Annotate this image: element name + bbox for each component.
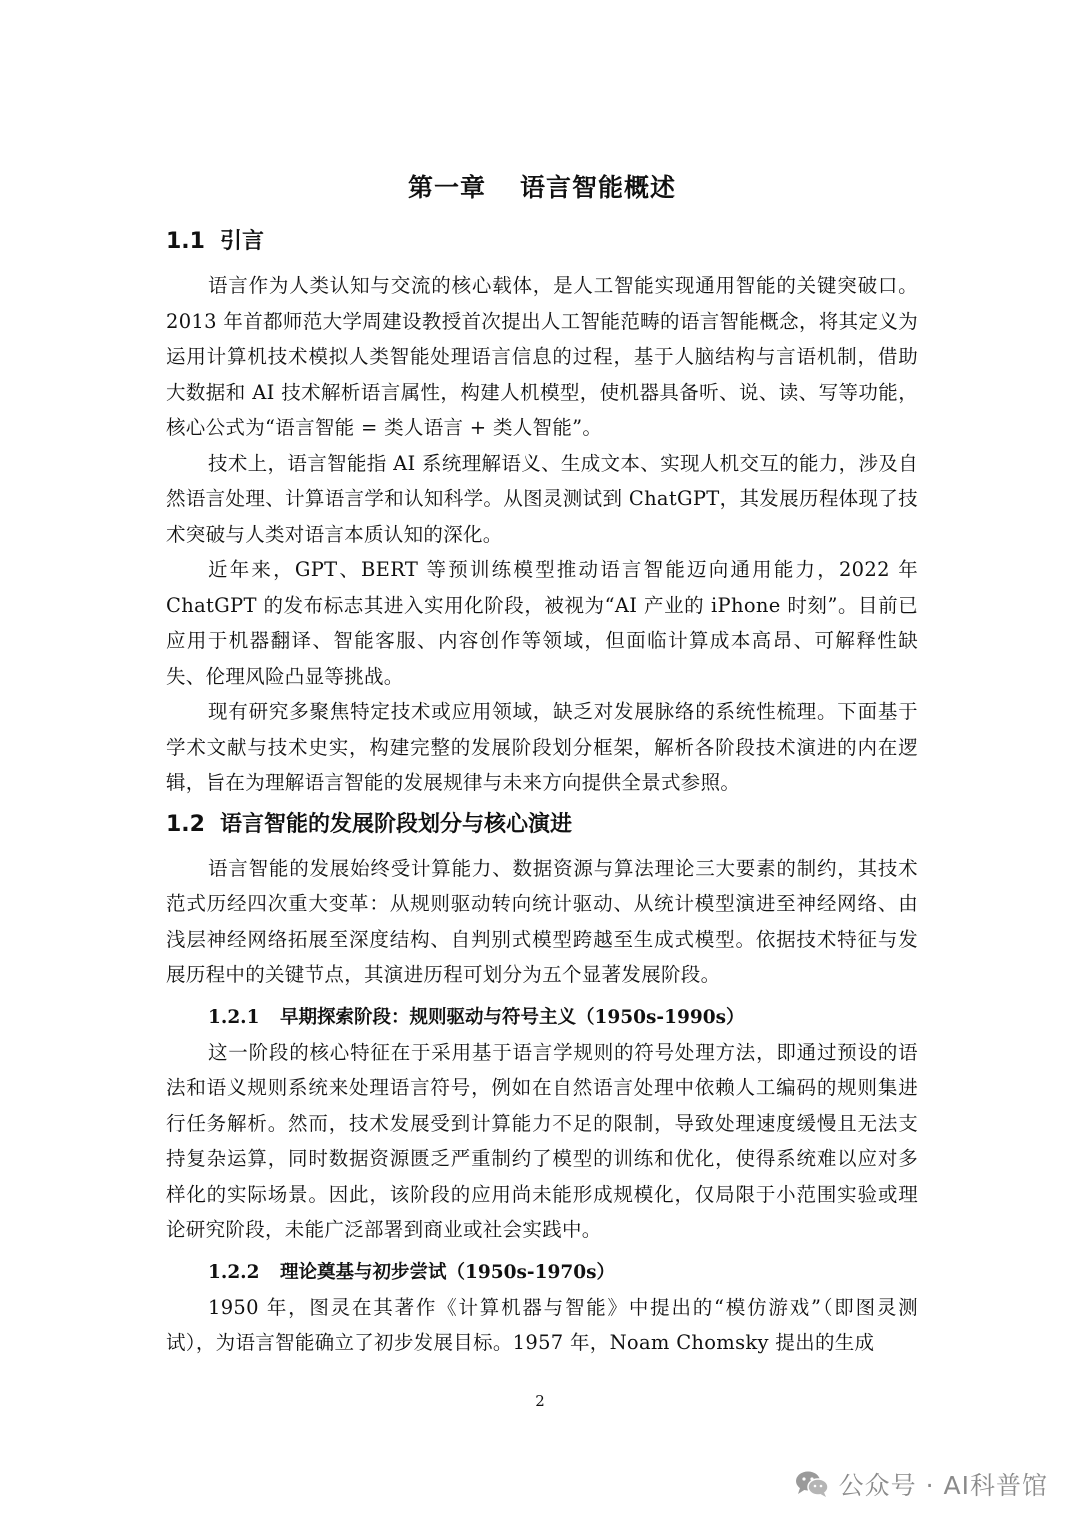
- paragraph: 语言作为人类认知与交流的核心载体，是人工智能实现通用智能的关键突破口。2013 年首都师范大学周建设教授首次提出人工智能范畴的语言智能概念，将其定义为运用计算机技术模拟人类智能处理语言信息的过程，基于人脑结构与言语机制，借助大数据和 AI 技术解析语言属性，构建人机模型，使机器具备听、说、读、写等功能，核心公式为“语言智能 = 类人语言 + 类人智能”。: [166, 274, 918, 439]
- subsection-name: 早期探索阶段：规则驱动与符号主义（1950s-1990s）: [280, 1006, 745, 1028]
- paragraph: 这一阶段的核心特征在于采用基于语言学规则的符号处理方法，即通过预设的语法和语义规则系统来处理语言符号，例如在自然语言处理中依赖人工编码的规则集进行任务解析。然而，技术发展受到计算能力不足的限制，导致处理速度缓慢且无法支持复杂运算，同时数据资源匮乏严重制约了模型的训练和优化，使得系统难以应对多样化的实际场景。因此，该阶段的应用尚未能形成规模化，仅局限于小范围实验或理论研究阶段，未能广泛部署到商业或社会实践中。: [166, 1040, 918, 1241]
- subsection-number: 1.2.1: [208, 1006, 260, 1028]
- chapter-name: 语言智能概述: [520, 173, 677, 202]
- subsection-number: 1.2.2: [208, 1261, 260, 1283]
- chapter-number: 第一章: [407, 173, 486, 202]
- section-title-1-1: [166, 222, 918, 262]
- page-content: [166, 168, 918, 1361]
- subsection-title-1-2-2: [166, 1256, 918, 1290]
- chapter-title: [166, 168, 918, 208]
- subsection-title-1-2-1: [166, 1001, 918, 1035]
- section-title-1-2: [166, 805, 918, 845]
- watermark: [795, 1464, 1048, 1504]
- wechat-icon: [795, 1470, 829, 1498]
- paragraph: 近年来，GPT、BERT 等预训练模型推动语言智能迈向通用能力，2022 年 ChatGPT 的发布标志其进入实用化阶段，被视为“AI 产业的 iPhone 时刻”。目前已应用于机器翻译、智能客服、内容创作等领域，但面临计算成本高昂、可解释性缺失、伦理风险凸显等挑战。: [166, 558, 918, 688]
- paragraph: 语言智能的发展始终受计算能力、数据资源与算法理论三大要素的制约，其技术范式历经四次重大变革：从规则驱动转向统计驱动、从统计模型演进至神经网络、由浅层神经网络拓展至深度结构、自判别式模型跨越至生成式模型。依据技术特征与发展历程中的关键节点，其演进历程可划分为五个显著发展阶段。: [166, 856, 918, 986]
- paragraph: 1950 年，图灵在其著作《计算机器与智能》中提出的“模仿游戏”（即图灵测试），为语言智能确立了初步发展目标。1957 年，Noam Chomsky 提出的生成: [166, 1295, 918, 1354]
- section-number: 1.2: [166, 811, 205, 837]
- page-number: 2: [535, 1392, 545, 1410]
- subsection-name: 理论奠基与初步尝试（1950s-1970s）: [280, 1261, 615, 1283]
- paragraph: 现有研究多聚焦特定技术或应用领域，缺乏对发展脉络的系统性梳理。下面基于学术文献与技术史实，构建完整的发展阶段划分框架，解析各阶段技术演进的内在逻辑，旨在为理解语言智能的发展规律与未来方向提供全景式参照。: [166, 700, 918, 794]
- section-name: 语言智能的发展阶段划分与核心演进: [220, 811, 573, 837]
- section-number: 1.1: [166, 229, 205, 254]
- section-name: 引言: [220, 229, 265, 254]
- watermark-label: 公众号 · AI科普馆: [838, 1471, 1048, 1500]
- paragraph: 技术上，语言智能指 AI 系统理解语义、生成文本、实现人机交互的能力，涉及自然语言处理、计算语言学和认知科学。从图灵测试到 ChatGPT，其发展历程体现了技术突破与人类对语言本质认知的深化。: [166, 451, 918, 546]
